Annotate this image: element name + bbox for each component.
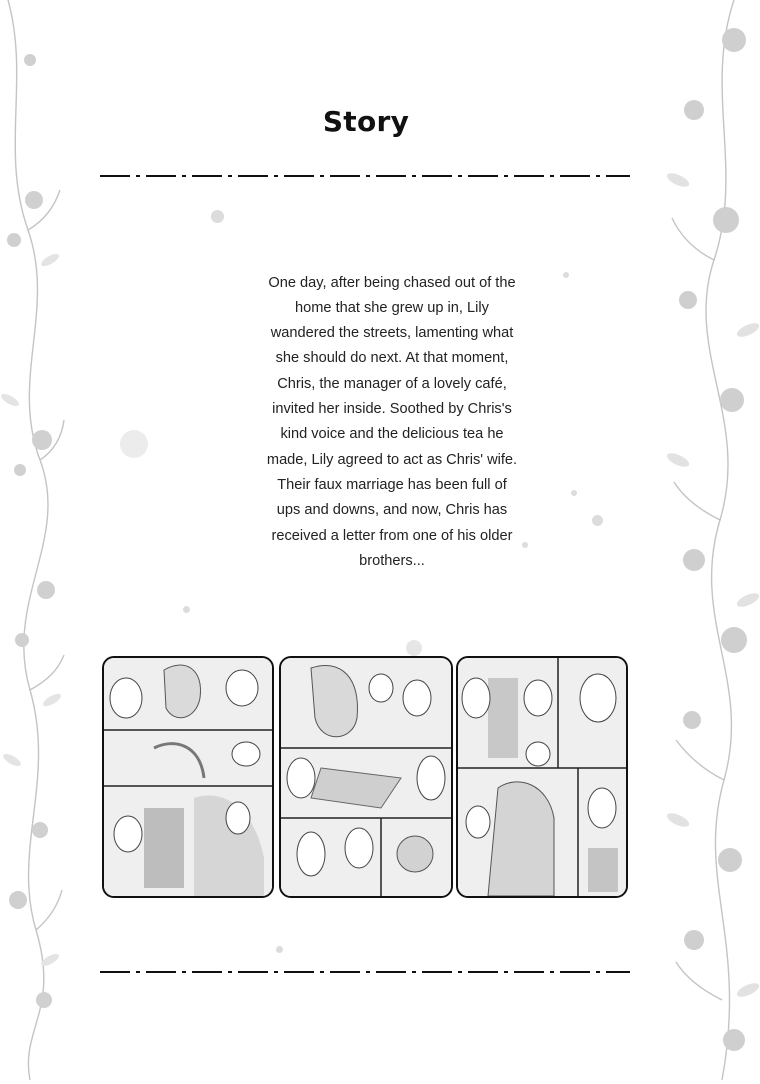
decor-dot bbox=[571, 490, 577, 496]
manga-illustration bbox=[458, 658, 626, 896]
story-synopsis: One day, after being chased out of the home that she grew up in, Lily wandered the streets, lamenting what she should do next. At that moment, Chris, the manager of a lovely café, invited her inside. Soothed by Chris's kind voice and the delicious tea he made, Lily agreed to act as Chris' wife. Their faux marriage has been full of ups and downs, and now, Chris has received a letter from one of his older brothers... bbox=[266, 274, 518, 569]
decor-dot bbox=[183, 606, 190, 613]
decor-dot bbox=[211, 210, 224, 223]
decor-dot bbox=[120, 430, 148, 458]
right-floral-border bbox=[664, 0, 760, 1080]
decor-dot bbox=[592, 515, 603, 526]
page-title: Story bbox=[322, 104, 410, 138]
manga-illustration bbox=[104, 658, 272, 896]
decor-dot bbox=[406, 640, 422, 656]
bottom-divider-rule bbox=[100, 966, 630, 978]
manga-preview-panel-2 bbox=[279, 656, 453, 898]
decor-dot bbox=[563, 272, 569, 278]
decor-dot bbox=[276, 946, 283, 953]
decor-dot bbox=[522, 542, 528, 548]
manga-preview-panel-3 bbox=[456, 656, 628, 898]
manga-illustration bbox=[281, 658, 451, 896]
manga-preview-panel-1 bbox=[102, 656, 274, 898]
left-floral-border bbox=[0, 0, 66, 1080]
top-divider-rule bbox=[100, 170, 630, 182]
